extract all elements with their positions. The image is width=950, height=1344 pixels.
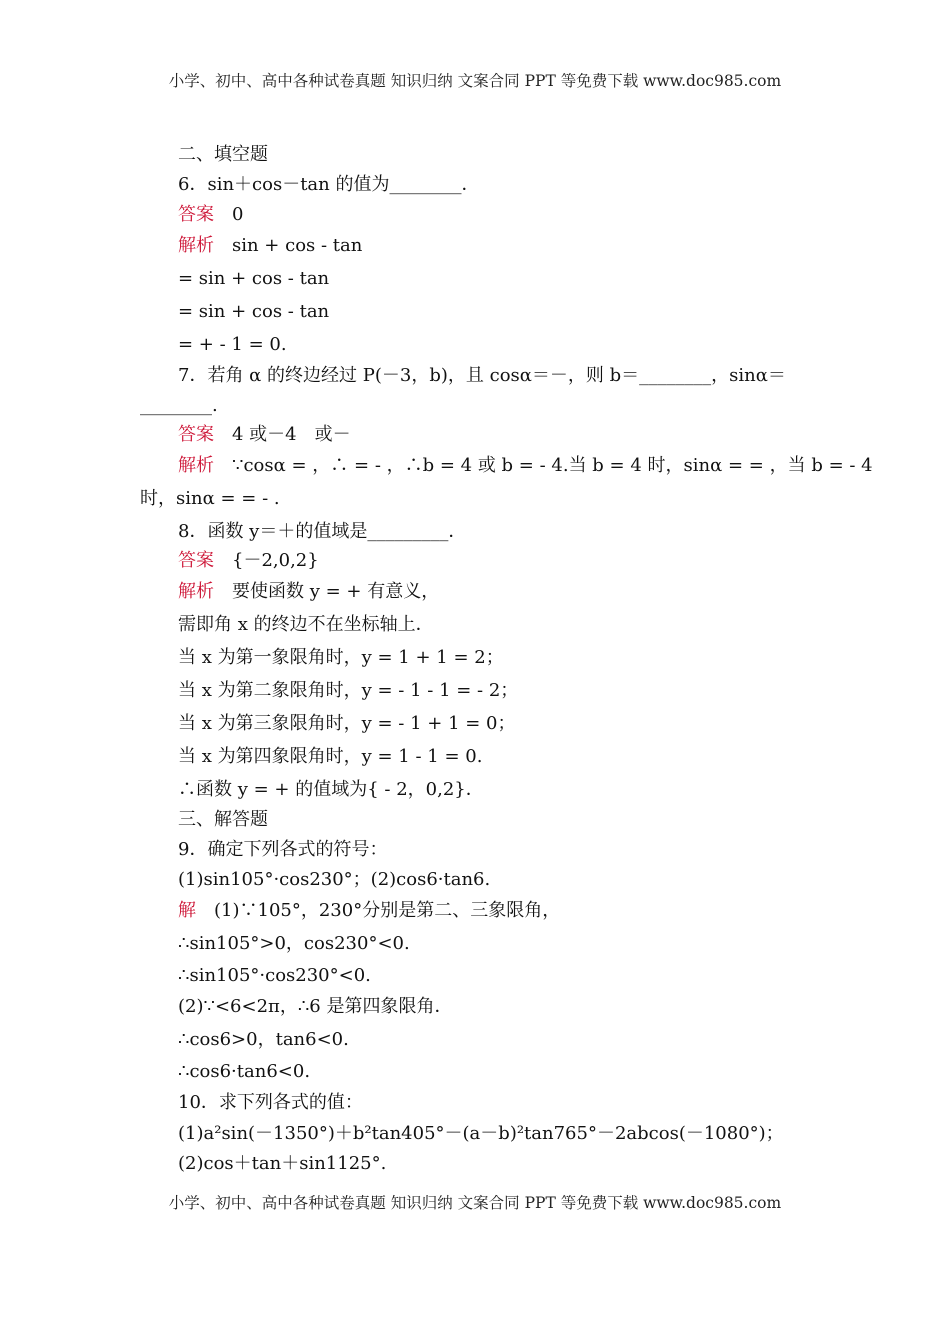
q8-line: 需即角 x 的终边不在坐标轴上． bbox=[178, 614, 434, 635]
question-6: 6．sin＋cos－tan 的值为________． bbox=[178, 174, 480, 195]
q7-answer-row bbox=[178, 424, 351, 446]
q9-line: (1)∵105°，230°分别是第二、三象限角， bbox=[214, 900, 561, 921]
q10-part-1: (1)a²sin(－1350°)＋b²tan405°－(a－b)²tan765°－2abcos(－1080°)； bbox=[178, 1123, 784, 1144]
answer-tag: 答案 bbox=[178, 204, 214, 225]
q7-analysis: ∵cosα = ，∴ = - ，∴b = 4 或 b = - 4.当 b = 4 时，sinα = = ，当 b = - 4 bbox=[232, 455, 873, 476]
q9-solution-row bbox=[178, 900, 560, 922]
q6-step: = sin + cos - tan bbox=[178, 301, 330, 322]
q6-analysis-row bbox=[178, 235, 362, 257]
analysis-tag: 解析 bbox=[178, 235, 214, 256]
q9-line: ∴cos6>0，tan6<0. bbox=[178, 1029, 349, 1050]
analysis-tag: 解析 bbox=[178, 581, 214, 602]
analysis-tag: 解析 bbox=[178, 455, 214, 476]
section-title-fill-in: 二、填空题 bbox=[178, 144, 268, 165]
q7-analysis-cont: 时，sinα = = - . bbox=[140, 488, 280, 509]
q9-line: ∴cos6·tan6<0. bbox=[178, 1061, 311, 1082]
q6-step: = + - 1 = 0. bbox=[178, 334, 287, 355]
q8-line: ∴函数 y = + 的值域为{ - 2，0,2}． bbox=[178, 779, 484, 800]
q6-answer-row bbox=[178, 204, 243, 226]
section-title-solve: 三、解答题 bbox=[178, 809, 268, 830]
q6-answer: 0 bbox=[232, 204, 244, 225]
q9-line: ∴sin105°>0，cos230°<0. bbox=[178, 933, 410, 954]
q7-analysis-row bbox=[178, 455, 873, 477]
q8-answer: {－2,0,2} bbox=[232, 550, 319, 571]
q9-parts: (1)sin105°·cos230°；(2)cos6·tan6. bbox=[178, 869, 491, 890]
q8-analysis-row bbox=[178, 581, 439, 603]
q6-step: = sin + cos - tan bbox=[178, 268, 330, 289]
question-10: 10．求下列各式的值： bbox=[178, 1092, 363, 1113]
page-footer: 小学、初中、高中各种试卷真题 知识归纳 文案合同 PPT 等免费下载 www.doc985.com bbox=[168, 1194, 782, 1212]
q8-line: 当 x 为第四象限角时，y = 1 - 1 = 0. bbox=[178, 746, 483, 767]
question-7-blank: ________. bbox=[140, 395, 218, 416]
q8-line: 当 x 为第三象限角时，y = - 1 + 1 = 0； bbox=[178, 713, 516, 734]
question-8: 8．函数 y＝＋的值域是_________． bbox=[178, 521, 467, 542]
q9-line: (2)∵<6<2π，∴6 是第四象限角． bbox=[178, 996, 453, 1017]
q10-part-2: (2)cos＋tan＋sin1125°. bbox=[178, 1153, 387, 1174]
answer-tag: 答案 bbox=[178, 424, 214, 445]
answer-tag: 答案 bbox=[178, 550, 214, 571]
question-7: 7．若角 α 的终边经过 P(－3，b)，且 cosα＝－，则 b＝________，sinα＝ bbox=[178, 365, 786, 386]
q8-answer-row bbox=[178, 550, 319, 572]
q6-step: sin + cos - tan bbox=[232, 235, 363, 256]
question-9: 9．确定下列各式的符号： bbox=[178, 839, 388, 860]
q8-line: 当 x 为第二象限角时，y = - 1 - 1 = - 2； bbox=[178, 680, 519, 701]
q9-line: ∴sin105°·cos230°<0. bbox=[178, 965, 371, 986]
q8-line: 要使函数 y = + 有意义， bbox=[232, 581, 440, 602]
solution-tag: 解 bbox=[178, 900, 196, 921]
q7-answer: 4 或－4 或－ bbox=[232, 424, 351, 445]
q8-line: 当 x 为第一象限角时，y = 1 + 1 = 2； bbox=[178, 647, 504, 668]
page-header: 小学、初中、高中各种试卷真题 知识归纳 文案合同 PPT 等免费下载 www.doc985.com bbox=[168, 72, 782, 90]
